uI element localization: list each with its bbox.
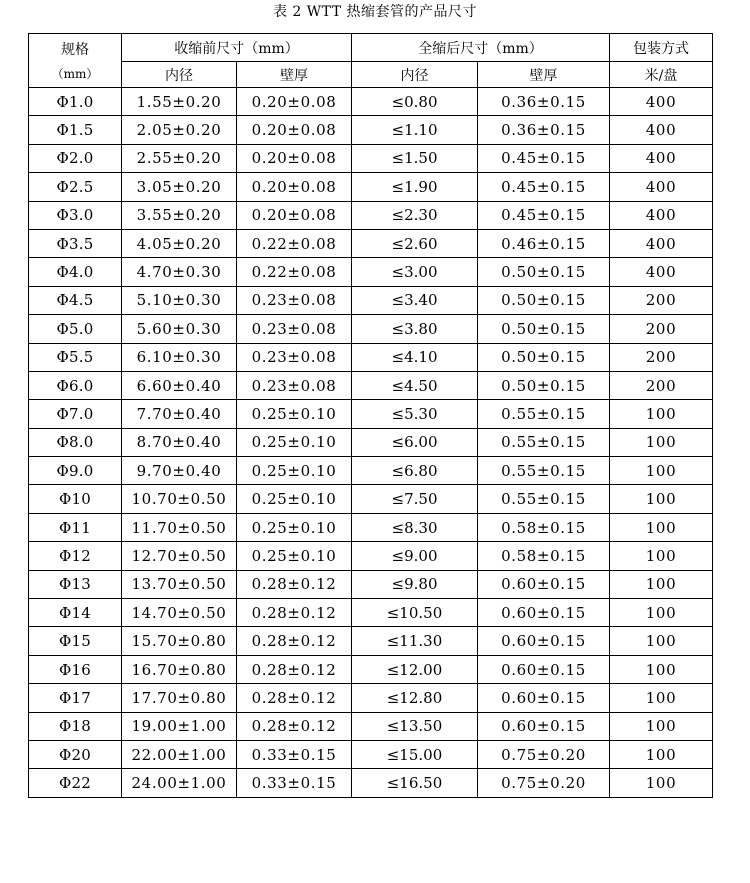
spec-cell: Φ17 — [29, 684, 122, 712]
spec-cell: Φ3.5 — [29, 229, 122, 257]
spec-cell: Φ1.5 — [29, 116, 122, 144]
after-inner-diameter-cell: ≤8.30 — [352, 513, 478, 541]
after-inner-diameter-header: 内径 — [352, 62, 478, 88]
packing-length-cell: 200 — [610, 315, 713, 343]
after-wall-thickness-cell: 0.55±0.15 — [478, 428, 610, 456]
after-wall-thickness-cell: 0.75±0.20 — [478, 740, 610, 768]
packing-length-cell: 100 — [610, 740, 713, 768]
after-wall-thickness-header: 壁厚 — [478, 62, 610, 88]
spec-cell: Φ6.0 — [29, 371, 122, 399]
packing-length-cell: 400 — [610, 258, 713, 286]
spec-cell: Φ18 — [29, 712, 122, 740]
before-wall-thickness-cell: 0.25±0.10 — [237, 400, 352, 428]
before-inner-diameter-cell: 16.70±0.80 — [122, 655, 237, 683]
after-inner-diameter-cell: ≤11.30 — [352, 627, 478, 655]
before-inner-diameter-cell: 7.70±0.40 — [122, 400, 237, 428]
after-inner-diameter-cell: ≤12.00 — [352, 655, 478, 683]
table-body — [29, 88, 713, 798]
before-inner-diameter-cell: 4.05±0.20 — [122, 229, 237, 257]
before-inner-diameter-cell: 6.60±0.40 — [122, 371, 237, 399]
before-wall-thickness-cell: 0.25±0.10 — [237, 428, 352, 456]
spec-cell: Φ11 — [29, 513, 122, 541]
after-inner-diameter-cell: ≤1.10 — [352, 116, 478, 144]
packing-length-cell: 100 — [610, 428, 713, 456]
after-wall-thickness-cell: 0.55±0.15 — [478, 400, 610, 428]
packing-length-cell: 200 — [610, 343, 713, 371]
table-row — [29, 144, 713, 172]
after-inner-diameter-cell: ≤9.00 — [352, 542, 478, 570]
packing-length-cell: 200 — [610, 286, 713, 314]
before-inner-diameter-cell: 2.55±0.20 — [122, 144, 237, 172]
table-row — [29, 258, 713, 286]
packing-length-cell: 100 — [610, 769, 713, 797]
after-inner-diameter-cell: ≤9.80 — [352, 570, 478, 598]
after-inner-diameter-cell: ≤15.00 — [352, 740, 478, 768]
after-wall-thickness-cell: 0.50±0.15 — [478, 315, 610, 343]
before-inner-diameter-cell: 17.70±0.80 — [122, 684, 237, 712]
after-wall-thickness-cell: 0.50±0.15 — [478, 258, 610, 286]
before-wall-thickness-cell: 0.28±0.12 — [237, 655, 352, 683]
packing-length-cell: 100 — [610, 684, 713, 712]
spec-cell: Φ7.0 — [29, 400, 122, 428]
before-wall-thickness-cell: 0.23±0.08 — [237, 315, 352, 343]
after-inner-diameter-cell: ≤2.60 — [352, 229, 478, 257]
before-wall-thickness-cell: 0.25±0.10 — [237, 542, 352, 570]
before-inner-diameter-cell: 22.00±1.00 — [122, 740, 237, 768]
before-wall-thickness-cell: 0.28±0.12 — [237, 570, 352, 598]
after-wall-thickness-cell: 0.75±0.20 — [478, 769, 610, 797]
before-inner-diameter-cell: 14.70±0.50 — [122, 599, 237, 627]
table-row — [29, 428, 713, 456]
table-row — [29, 88, 713, 116]
after-inner-diameter-cell: ≤5.30 — [352, 400, 478, 428]
before-inner-diameter-cell: 24.00±1.00 — [122, 769, 237, 797]
after-wall-thickness-cell: 0.45±0.15 — [478, 144, 610, 172]
table-row — [29, 229, 713, 257]
before-wall-thickness-cell: 0.28±0.12 — [237, 712, 352, 740]
packing-length-cell: 100 — [610, 457, 713, 485]
packing-unit-header: 米/盘 — [610, 62, 713, 88]
spec-cell: Φ16 — [29, 655, 122, 683]
before-wall-thickness-cell: 0.22±0.08 — [237, 258, 352, 286]
before-inner-diameter-cell: 10.70±0.50 — [122, 485, 237, 513]
after-inner-diameter-cell: ≤3.00 — [352, 258, 478, 286]
packing-length-cell: 400 — [610, 144, 713, 172]
before-inner-diameter-cell: 5.10±0.30 — [122, 286, 237, 314]
after-wall-thickness-cell: 0.58±0.15 — [478, 542, 610, 570]
spec-cell: Φ9.0 — [29, 457, 122, 485]
spec-header-unit: （mm） — [51, 67, 99, 81]
before-inner-diameter-cell: 5.60±0.30 — [122, 315, 237, 343]
before-inner-diameter-cell: 9.70±0.40 — [122, 457, 237, 485]
packing-length-cell: 400 — [610, 173, 713, 201]
after-inner-diameter-cell: ≤1.90 — [352, 173, 478, 201]
before-inner-diameter-cell: 6.10±0.30 — [122, 343, 237, 371]
before-inner-diameter-cell: 4.70±0.30 — [122, 258, 237, 286]
before-wall-thickness-cell: 0.25±0.10 — [237, 485, 352, 513]
packing-length-cell: 100 — [610, 400, 713, 428]
after-inner-diameter-cell: ≤7.50 — [352, 485, 478, 513]
before-wall-thickness-cell: 0.33±0.15 — [237, 740, 352, 768]
before-wall-thickness-cell: 0.25±0.10 — [237, 457, 352, 485]
after-inner-diameter-cell: ≤3.40 — [352, 286, 478, 314]
spec-header-label: 规格 — [61, 42, 89, 58]
packing-length-cell: 100 — [610, 513, 713, 541]
before-wall-thickness-cell: 0.23±0.08 — [237, 286, 352, 314]
before-wall-thickness-cell: 0.33±0.15 — [237, 769, 352, 797]
spec-cell: Φ5.5 — [29, 343, 122, 371]
table-row — [29, 627, 713, 655]
after-inner-diameter-cell: ≤4.10 — [352, 343, 478, 371]
before-wall-thickness-cell: 0.20±0.08 — [237, 144, 352, 172]
before-wall-thickness-cell: 0.23±0.08 — [237, 371, 352, 399]
before-inner-diameter-cell: 19.00±1.00 — [122, 712, 237, 740]
spec-header — [29, 34, 122, 88]
table-row — [29, 570, 713, 598]
spec-cell: Φ14 — [29, 599, 122, 627]
after-wall-thickness-cell: 0.60±0.15 — [478, 655, 610, 683]
packing-length-cell: 400 — [610, 229, 713, 257]
packing-length-cell: 100 — [610, 542, 713, 570]
packing-length-cell: 400 — [610, 88, 713, 116]
after-inner-diameter-cell: ≤10.50 — [352, 599, 478, 627]
table-row — [29, 769, 713, 797]
packing-length-cell: 100 — [610, 627, 713, 655]
packing-length-cell: 200 — [610, 371, 713, 399]
after-wall-thickness-cell: 0.60±0.15 — [478, 684, 610, 712]
after-wall-thickness-cell: 0.60±0.15 — [478, 570, 610, 598]
spec-cell: Φ10 — [29, 485, 122, 513]
before-inner-diameter-cell: 1.55±0.20 — [122, 88, 237, 116]
before-wall-thickness-header: 壁厚 — [237, 62, 352, 88]
before-inner-diameter-cell: 3.55±0.20 — [122, 201, 237, 229]
table-row — [29, 655, 713, 683]
dimension-table — [28, 33, 713, 798]
spec-cell: Φ8.0 — [29, 428, 122, 456]
after-inner-diameter-cell: ≤12.80 — [352, 684, 478, 712]
after-wall-thickness-cell: 0.58±0.15 — [478, 513, 610, 541]
after-inner-diameter-cell: ≤3.80 — [352, 315, 478, 343]
after-inner-diameter-cell: ≤6.80 — [352, 457, 478, 485]
packing-length-cell: 400 — [610, 201, 713, 229]
before-inner-diameter-cell: 15.70±0.80 — [122, 627, 237, 655]
before-inner-diameter-cell: 2.05±0.20 — [122, 116, 237, 144]
after-wall-thickness-cell: 0.36±0.15 — [478, 88, 610, 116]
table-row — [29, 400, 713, 428]
table-row — [29, 343, 713, 371]
spec-cell: Φ12 — [29, 542, 122, 570]
before-wall-thickness-cell: 0.20±0.08 — [237, 88, 352, 116]
spec-cell: Φ4.0 — [29, 258, 122, 286]
table-row — [29, 116, 713, 144]
table-row — [29, 173, 713, 201]
before-wall-thickness-cell: 0.23±0.08 — [237, 343, 352, 371]
spec-cell: Φ2.0 — [29, 144, 122, 172]
before-inner-diameter-cell: 13.70±0.50 — [122, 570, 237, 598]
table-row — [29, 684, 713, 712]
after-wall-thickness-cell: 0.60±0.15 — [478, 627, 610, 655]
spec-cell: Φ15 — [29, 627, 122, 655]
before-wall-thickness-cell: 0.28±0.12 — [237, 627, 352, 655]
after-wall-thickness-cell: 0.60±0.15 — [478, 599, 610, 627]
spec-cell: Φ2.5 — [29, 173, 122, 201]
table-row — [29, 599, 713, 627]
table-row — [29, 315, 713, 343]
after-shrink-header: 全缩后尺寸（mm） — [352, 34, 610, 62]
before-wall-thickness-cell: 0.20±0.08 — [237, 173, 352, 201]
spec-cell: Φ22 — [29, 769, 122, 797]
after-inner-diameter-cell: ≤2.30 — [352, 201, 478, 229]
table-row — [29, 371, 713, 399]
packing-length-cell: 100 — [610, 570, 713, 598]
before-shrink-header: 收缩前尺寸（mm） — [122, 34, 352, 62]
table-row — [29, 201, 713, 229]
spec-cell: Φ4.5 — [29, 286, 122, 314]
after-wall-thickness-cell: 0.36±0.15 — [478, 116, 610, 144]
table-caption: 表 2 WTT 热缩套管的产品尺寸 — [272, 4, 478, 20]
after-wall-thickness-cell: 0.50±0.15 — [478, 371, 610, 399]
after-inner-diameter-cell: ≤1.50 — [352, 144, 478, 172]
before-inner-diameter-header: 内径 — [122, 62, 237, 88]
after-wall-thickness-cell: 0.60±0.15 — [478, 712, 610, 740]
table-row — [29, 485, 713, 513]
header-row-2 — [29, 62, 713, 88]
packing-length-cell: 100 — [610, 655, 713, 683]
packing-length-cell: 100 — [610, 485, 713, 513]
after-wall-thickness-cell: 0.50±0.15 — [478, 343, 610, 371]
packing-length-cell: 100 — [610, 712, 713, 740]
before-inner-diameter-cell: 3.05±0.20 — [122, 173, 237, 201]
spec-cell: Φ13 — [29, 570, 122, 598]
packing-length-cell: 100 — [610, 599, 713, 627]
before-wall-thickness-cell: 0.28±0.12 — [237, 599, 352, 627]
table-row — [29, 542, 713, 570]
header-row-1 — [29, 34, 713, 62]
before-inner-diameter-cell: 12.70±0.50 — [122, 542, 237, 570]
after-wall-thickness-cell: 0.45±0.15 — [478, 173, 610, 201]
before-wall-thickness-cell: 0.22±0.08 — [237, 229, 352, 257]
after-inner-diameter-cell: ≤13.50 — [352, 712, 478, 740]
after-wall-thickness-cell: 0.55±0.15 — [478, 485, 610, 513]
before-wall-thickness-cell: 0.20±0.08 — [237, 116, 352, 144]
table-row — [29, 513, 713, 541]
table-row — [29, 457, 713, 485]
packing-length-cell: 400 — [610, 116, 713, 144]
table-row — [29, 740, 713, 768]
spec-cell: Φ5.0 — [29, 315, 122, 343]
spec-cell: Φ20 — [29, 740, 122, 768]
packing-header: 包装方式 — [610, 34, 713, 62]
after-wall-thickness-cell: 0.55±0.15 — [478, 457, 610, 485]
before-wall-thickness-cell: 0.28±0.12 — [237, 684, 352, 712]
after-inner-diameter-cell: ≤6.00 — [352, 428, 478, 456]
after-wall-thickness-cell: 0.46±0.15 — [478, 229, 610, 257]
after-inner-diameter-cell: ≤4.50 — [352, 371, 478, 399]
after-wall-thickness-cell: 0.45±0.15 — [478, 201, 610, 229]
spec-cell: Φ1.0 — [29, 88, 122, 116]
before-wall-thickness-cell: 0.20±0.08 — [237, 201, 352, 229]
table-row — [29, 712, 713, 740]
before-wall-thickness-cell: 0.25±0.10 — [237, 513, 352, 541]
spec-cell: Φ3.0 — [29, 201, 122, 229]
before-inner-diameter-cell: 8.70±0.40 — [122, 428, 237, 456]
table-row — [29, 286, 713, 314]
before-inner-diameter-cell: 11.70±0.50 — [122, 513, 237, 541]
after-inner-diameter-cell: ≤16.50 — [352, 769, 478, 797]
after-wall-thickness-cell: 0.50±0.15 — [478, 286, 610, 314]
after-inner-diameter-cell: ≤0.80 — [352, 88, 478, 116]
